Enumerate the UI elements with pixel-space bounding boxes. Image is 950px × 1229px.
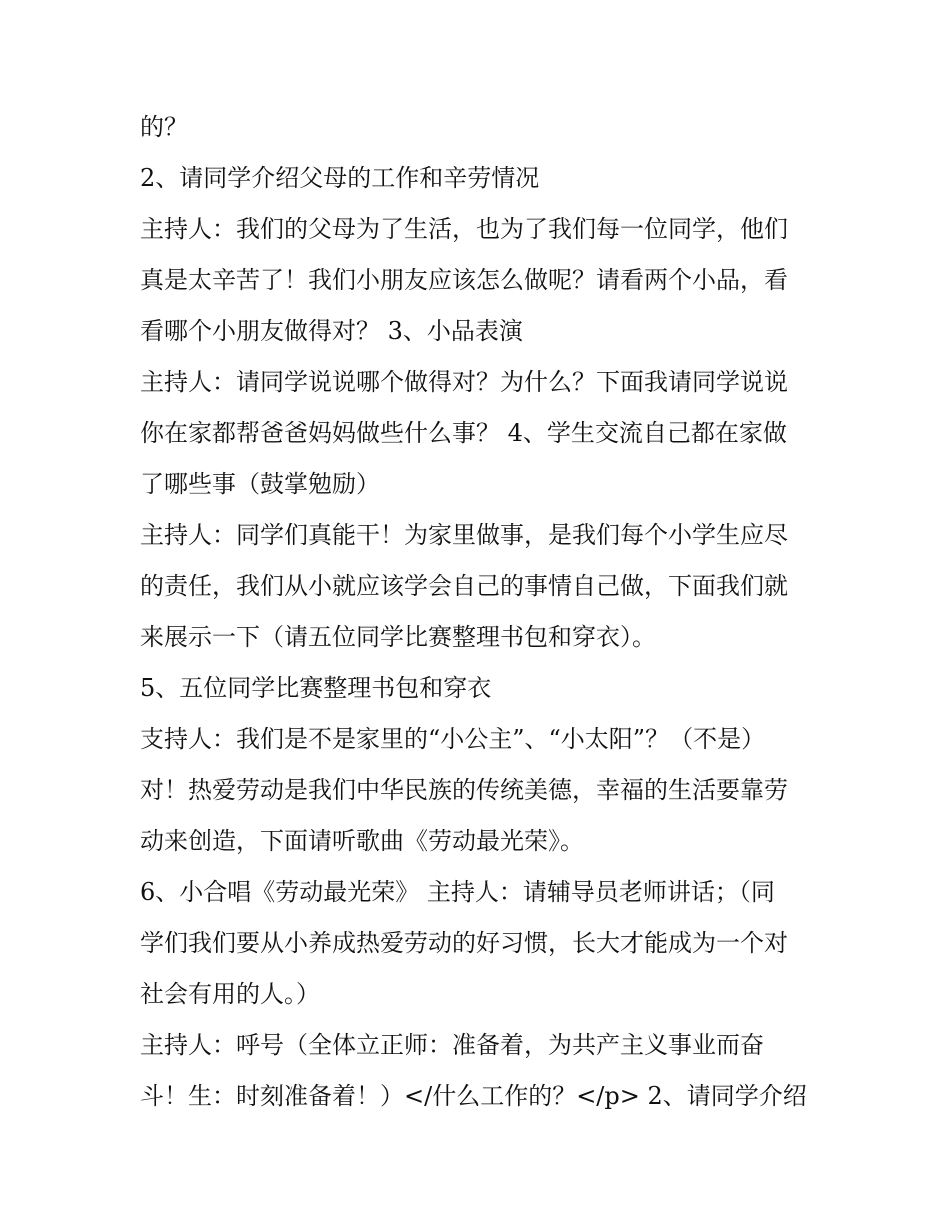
text-line: 斗！生：时刻准备着！）</什么工作的？</p> 2、请同学介绍 [140,1082,807,1110]
text-line: 支持人：我们是不是家里的“小公主”、“小太阳”？（不是） [140,725,766,753]
text-line: 的责任，我们从小就应该学会自己的事情自己做，下面我们就 [140,572,788,600]
text-line: 学们我们要从小养成热爱劳动的好习惯，长大才能成为一个对 [140,929,788,957]
text-line: 社会有用的人。） [140,980,320,1008]
document-body [140,102,820,1122]
text-line: 来展示一下（请五位同学比赛整理书包和穿衣）。 [140,623,656,651]
text-line: 主持人：我们的父母为了生活，也为了我们每一位同学，他们 [140,215,788,243]
text-line: 真是太辛苦了！我们小朋友应该怎么做呢？请看两个小品，看 [140,266,788,294]
text-line: 你在家都帮爸爸妈妈做些什么事？ 4、学生交流自己都在家做 [140,419,787,447]
text-line: 看哪个小朋友做得对？ 3、小品表演 [140,317,523,345]
text-line: 2、请同学介绍父母的工作和辛劳情况 [140,164,540,192]
text-line: 5、五位同学比赛整理书包和穿衣 [140,674,492,702]
text-line: 主持人：同学们真能干！为家里做事，是我们每个小学生应尽 [140,521,788,549]
text-line: 对！热爱劳动是我们中华民族的传统美德，幸福的生活要靠劳 [140,776,788,804]
text-line: 的？ [140,113,188,141]
text-line: 了哪些事（鼓掌勉励） [140,470,380,498]
text-line: 主持人：请同学说说哪个做得对？为什么？下面我请同学说说 [140,368,788,396]
text-line: 动来创造，下面请听歌曲《劳动最光荣》。 [140,827,584,855]
text-line: 6、小合唱《劳动最光荣》 主持人：请辅导员老师讲话；（同 [140,878,775,906]
text-line: 主持人：呼号（全体立正师：准备着，为共产主义事业而奋 [140,1031,764,1059]
